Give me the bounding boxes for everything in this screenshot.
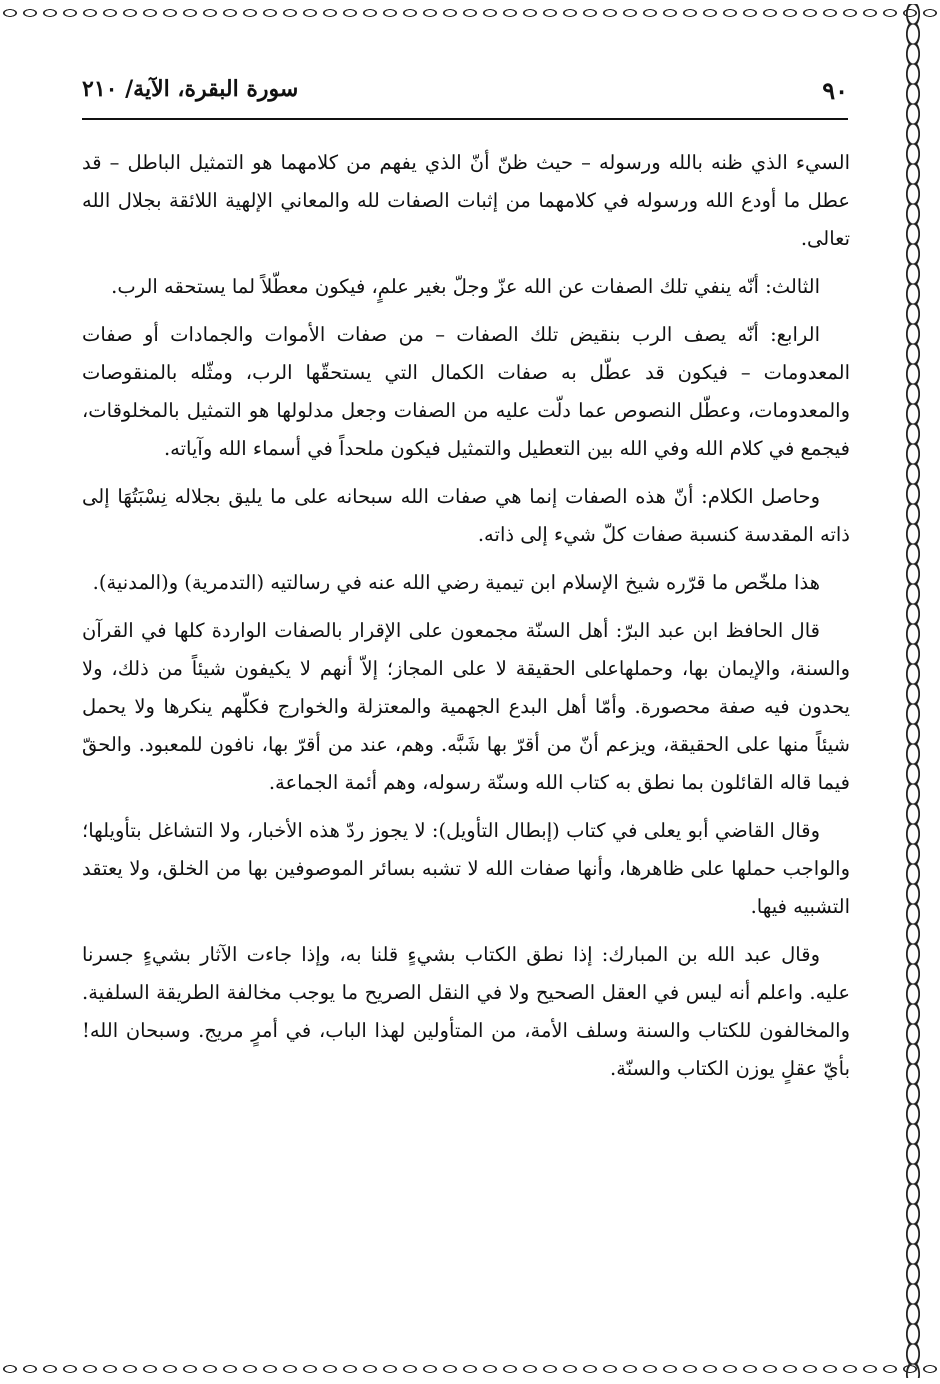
page-body	[82, 144, 850, 1098]
decorative-border-top	[0, 4, 940, 22]
running-head: سورة البقرة، الآية/ ٢١٠	[82, 76, 299, 102]
decorative-border-bottom	[0, 1360, 940, 1378]
paragraph: الثالث: أنّه ينفي تلك الصفات عن الله عزّ وجلّ بغير علمٍ، فيكون معطّلاً لما يستحقه الرب.	[111, 275, 820, 298]
paragraph: وحاصل الكلام: أنّ هذه الصفات إنما هي صفات الله سبحانه على ما يليق بجلاله نِسْبَتُهَا إلى ذاته المقدسة كنسبة صفات كلّ شيء إلى ذاته.	[82, 485, 850, 546]
paragraph: وقال عبد الله بن المبارك: إذا نطق الكتاب بشيءٍ قلنا به، وإذا جاءت الآثار بشيءٍ جسرنا عليه. واعلم أنه ليس في العقل الصحيح ولا في النقل الصريح ما يوجب مخالفة الطريقة السلفية. والمخالفون للكتاب والسنة وسلف الأمة، من المتأولين لهذا الباب، في أمرٍ مريج. وسبحان الله! بأيّ عقلٍ يوزن الكتاب والسنّة.	[82, 943, 850, 1080]
page-number: ٩٠	[822, 76, 848, 105]
paragraph: الرابع: أنّه يصف الرب بنقيض تلك الصفات – من صفات الأموات والجمادات أو صفات المعدومات – فيكون قد عطّل به صفات الكمال التي يستحقّها الرب، ومثّله بالمنقوصات والمعدومات، وعطّل النصوص عما دلّت عليه من الصفات وجعل مدلولها هو التمثيل بالمخلوقات، فيجمع في كلام الله وفي الله بين التعطيل والتمثيل فيكون ملحداً في أسماء الله وآياته.	[82, 323, 850, 460]
decorative-border-right	[904, 4, 922, 1378]
paragraph: وقال القاضي أبو يعلى في كتاب (إبطال التأويل): لا يجوز ردّ هذه الأخبار، ولا التشاغل بتأويلها؛ والواجب حملها على ظاهرها، وأنها صفات الله لا تشبه بسائر الموصوفين بها من الخلق، ولا يعتقد التشبيه فيها.	[82, 819, 850, 918]
page-header	[82, 76, 848, 116]
paragraph: قال الحافظ ابن عبد البرّ: أهل السنّة مجمعون على الإقرار بالصفات الواردة كلها في القرآن والسنة، والإيمان بها، وحملهاعلى الحقيقة لا على المجاز؛ إلاّ أنهم لا يكيفون شيئاً من ذلك، ولا يحدون فيه صفة محصورة. وأمّا أهل البدع الجهمية والمعتزلة والخوارج فكلّهم ينكرها ولا يحمل شيئاً منها على الحقيقة، ويزعم أنّ من أقرّ بها شَبَّه. وهم، عند من أقرّ بها، نافون للمعبود. والحقّ فيما قاله القائلون بما نطق به كتاب الله وسنّة رسوله، وهم أئمة الجماعة.	[82, 619, 850, 794]
paragraph: هذا ملخّص ما قرّره شيخ الإسلام ابن تيمية رضي الله عنه في رسالتيه (التدمرية) و(المدنية).	[92, 571, 820, 594]
header-rule	[82, 118, 848, 120]
paragraph: السيء الذي ظنه بالله ورسوله – حيث ظنّ أنّ الذي يفهم من كلامهما هو التمثيل الباطل – قد عطل ما أودع الله ورسوله في كلامهما من إثبات الصفات لله والمعاني الإلهية اللائقة بجلال الله تعالى.	[82, 151, 850, 250]
